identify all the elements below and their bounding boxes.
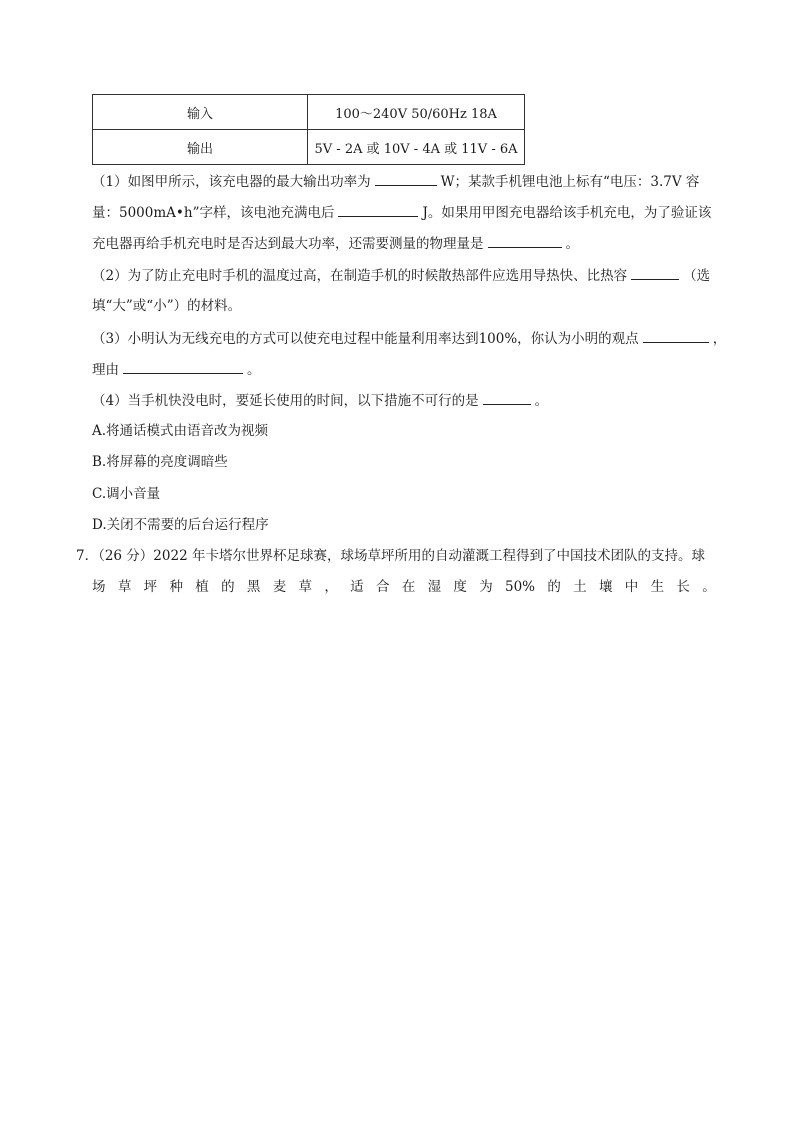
q7-char: 50% [505,579,536,595]
q2-line-1 [92,265,710,286]
q2-text: （2）为了防止充电时手机的温度过高，在制造手机的时候散热部件应选用导热快、比热容 [92,268,628,284]
q7-line-2 [92,577,716,597]
q1-text: J。如果用甲图充电器给该手机充电，为了验证该 [422,205,712,221]
q7-char: 植 [195,579,209,595]
q7-char: 为 [479,579,493,595]
answer-blank [338,202,418,217]
q7-char: 长 [676,579,690,595]
q7-char: ， [324,579,338,595]
q1-text: 充电器再给手机充电时是否达到最大功率，还需要测量的物理量是 [92,236,484,252]
q2-text: （选 [683,268,711,284]
q7-char: 湿 [427,579,442,595]
q7-char: 的 [221,579,235,595]
table-cell-label: 输出 [93,130,308,165]
q1-text: 量：5000mA•h”字样，该电池充满电后 [92,205,335,221]
q3-text: 理由 [92,362,119,378]
q7-char: 麦 [272,579,287,595]
q2-line-2 [92,296,241,316]
answer-blank [631,265,679,280]
q2-text: 填“大”或“小”）的材料。 [92,298,242,314]
q7-char: 草 [298,579,312,595]
answer-blank [375,171,437,186]
answer-blank [488,233,562,248]
q7-char: 。 [702,579,716,595]
q1-line-3 [92,233,579,254]
q4-stem [92,390,548,411]
q1-text: （1）如图甲所示，该充电器的最大输出功率为 [92,174,371,190]
q7-line-1: 7．（26 分）2022 年卡塔尔世界杯足球赛，球场草坪所用的自动灌溉工程得到了中国技术团队的支持。球 [76,548,705,564]
q7-char: 度 [453,579,467,595]
q3-text: 。 [247,362,261,378]
q1-text: 。 [565,236,579,252]
q7-char: 中 [624,579,639,595]
q4-option-d: D.关闭不需要的后台运行程序 [92,517,269,533]
q7-char: 草 [117,579,132,595]
q7-char: 合 [375,579,390,595]
q4-text: （4）当手机快没电时，要延长使用的时间，以下措施不可行的是 [92,393,479,409]
q3-text: ， [712,331,727,347]
q4-option-a: A.将通话模式由语音改为视频 [92,423,269,439]
table-row [93,95,525,130]
q4-text: 。 [534,393,549,409]
answer-blank [123,359,243,374]
charger-spec-table [92,94,525,165]
answer-blank [483,390,531,405]
q7-char: 土 [573,579,587,595]
table-row [93,130,525,165]
q7-char: 适 [350,579,364,595]
q1-line-1 [92,171,699,192]
answer-blank [643,328,709,343]
table-cell-value: 5V - 2A 或 10V - 4A 或 11V - 6A [308,130,525,165]
q7-char: 黑 [246,579,261,595]
q7-char: 壤 [598,579,613,595]
q7-char: 种 [169,579,183,595]
q1-text: W；某款手机锂电池上标有“电压：3.7V 容 [440,174,700,190]
q4-option-c: C.调小音量 [92,486,161,502]
q7-char: 在 [401,579,416,595]
q3-text: （3）小明认为无线充电的方式可以使充电过程中能量利用率达到100%，你认为小明的观点 [92,331,639,347]
q7-char: 生 [650,579,665,595]
q3-line-1 [92,328,726,349]
q3-line-2 [92,359,261,380]
q7-char: 坪 [143,579,158,595]
table-cell-label: 输入 [93,95,308,130]
q7-char: 场 [92,579,106,595]
q4-option-b: B.将屏幕的亮度调暗些 [92,454,228,470]
table-cell-value: 100～240V 50/60Hz 18A [308,95,525,130]
q1-line-2 [92,202,711,223]
q7-char: 的 [547,579,561,595]
